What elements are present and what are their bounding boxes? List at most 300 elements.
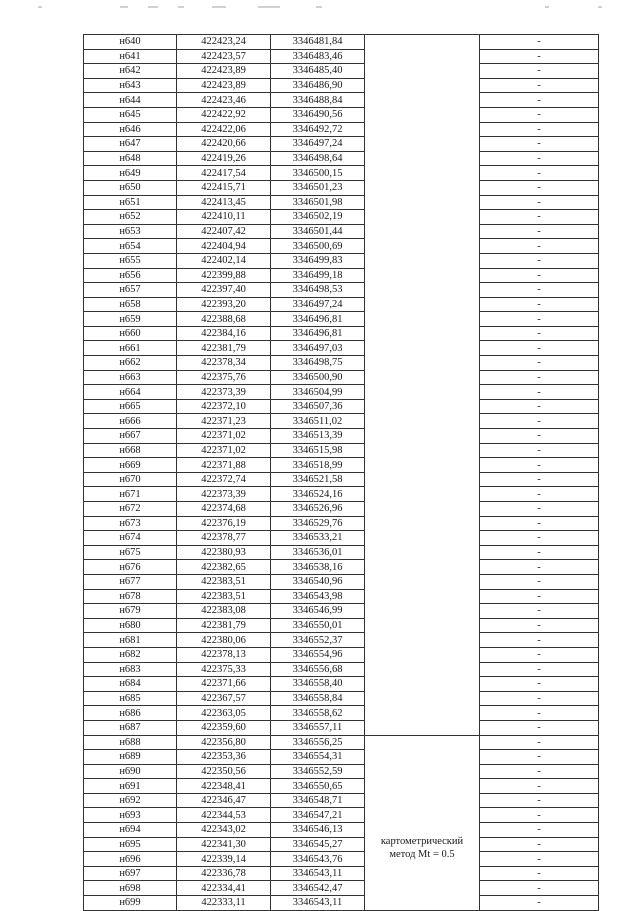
point-id-cell: н683 (84, 662, 177, 677)
y-coordinate-cell: 3346497,03 (271, 341, 365, 356)
x-coordinate-cell: 422353,36 (177, 750, 271, 765)
table-row (84, 852, 599, 867)
x-coordinate-cell: 422371,66 (177, 677, 271, 692)
point-id-cell: н689 (84, 750, 177, 765)
y-coordinate-cell: 3346513,39 (271, 429, 365, 444)
y-coordinate-cell: 3346497,24 (271, 297, 365, 312)
accuracy-value-cell: - (480, 49, 599, 64)
y-coordinate-cell: 3346558,40 (271, 677, 365, 692)
accuracy-value-cell: - (480, 399, 599, 414)
table-row (84, 574, 599, 589)
table-row (84, 180, 599, 195)
accuracy-value-cell: - (480, 881, 599, 896)
y-coordinate-cell: 3346490,56 (271, 107, 365, 122)
y-coordinate-cell: 3346497,24 (271, 137, 365, 152)
point-id-cell: н659 (84, 312, 177, 327)
x-coordinate-cell: 422341,30 (177, 837, 271, 852)
y-coordinate-cell: 3346501,44 (271, 224, 365, 239)
accuracy-value-cell: - (480, 78, 599, 93)
accuracy-value-cell: - (480, 677, 599, 692)
accuracy-value-cell: - (480, 297, 599, 312)
accuracy-value-cell: - (480, 326, 599, 341)
table-row (84, 49, 599, 64)
table-row (84, 356, 599, 371)
accuracy-value-cell: - (480, 166, 599, 181)
x-coordinate-cell: 422422,06 (177, 122, 271, 137)
x-coordinate-cell: 422381,79 (177, 341, 271, 356)
accuracy-value-cell: - (480, 574, 599, 589)
accuracy-value-cell: - (480, 137, 599, 152)
accuracy-value-cell: - (480, 443, 599, 458)
accuracy-value-cell: - (480, 487, 599, 502)
point-id-cell: н667 (84, 429, 177, 444)
table-row (84, 633, 599, 648)
y-coordinate-cell: 3346543,98 (271, 589, 365, 604)
point-id-cell: н693 (84, 808, 177, 823)
table-row (84, 326, 599, 341)
x-coordinate-cell: 422333,11 (177, 896, 271, 911)
y-coordinate-cell: 3346546,99 (271, 604, 365, 619)
x-coordinate-cell: 422415,71 (177, 180, 271, 195)
point-id-cell: н657 (84, 283, 177, 298)
table-row (84, 750, 599, 765)
point-id-cell: н650 (84, 180, 177, 195)
point-id-cell: н695 (84, 837, 177, 852)
accuracy-value-cell: - (480, 472, 599, 487)
x-coordinate-cell: 422410,11 (177, 210, 271, 225)
point-id-cell: н655 (84, 253, 177, 268)
accuracy-value-cell: - (480, 808, 599, 823)
y-coordinate-cell: 3346536,01 (271, 545, 365, 560)
x-coordinate-cell: 422423,89 (177, 64, 271, 79)
x-coordinate-cell: 422378,13 (177, 647, 271, 662)
table-row (84, 399, 599, 414)
scan-artifact (0, 6, 640, 12)
x-coordinate-cell: 422399,88 (177, 268, 271, 283)
table-row (84, 224, 599, 239)
y-coordinate-cell: 3346483,46 (271, 49, 365, 64)
table-row (84, 78, 599, 93)
y-coordinate-cell: 3346507,36 (271, 399, 365, 414)
y-coordinate-cell: 3346498,53 (271, 283, 365, 298)
table-row (84, 502, 599, 517)
table-row (84, 735, 599, 750)
x-coordinate-cell: 422384,16 (177, 326, 271, 341)
point-id-cell: н668 (84, 443, 177, 458)
y-coordinate-cell: 3346498,75 (271, 356, 365, 371)
x-coordinate-cell: 422372,10 (177, 399, 271, 414)
accuracy-value-cell: - (480, 370, 599, 385)
y-coordinate-cell: 3346492,72 (271, 122, 365, 137)
table-row (84, 268, 599, 283)
x-coordinate-cell: 422373,39 (177, 385, 271, 400)
x-coordinate-cell: 422419,26 (177, 151, 271, 166)
accuracy-value-cell: - (480, 604, 599, 619)
y-coordinate-cell: 3346521,58 (271, 472, 365, 487)
accuracy-value-cell: - (480, 633, 599, 648)
point-id-cell: н698 (84, 881, 177, 896)
point-id-cell: н690 (84, 764, 177, 779)
x-coordinate-cell: 422402,14 (177, 253, 271, 268)
point-id-cell: н662 (84, 356, 177, 371)
x-coordinate-cell: 422372,74 (177, 472, 271, 487)
point-id-cell: н653 (84, 224, 177, 239)
table-row (84, 297, 599, 312)
point-id-cell: н645 (84, 107, 177, 122)
accuracy-value-cell: - (480, 793, 599, 808)
y-coordinate-cell: 3346500,69 (271, 239, 365, 254)
point-id-cell: н688 (84, 735, 177, 750)
x-coordinate-cell: 422423,57 (177, 49, 271, 64)
x-coordinate-cell: 422393,20 (177, 297, 271, 312)
y-coordinate-cell: 3346500,90 (271, 370, 365, 385)
accuracy-value-cell: - (480, 356, 599, 371)
point-id-cell: н675 (84, 545, 177, 560)
y-coordinate-cell: 3346501,98 (271, 195, 365, 210)
method-accuracy: метод Mt = 0.5 (389, 848, 455, 860)
point-id-cell: н681 (84, 633, 177, 648)
accuracy-value-cell: - (480, 866, 599, 881)
accuracy-value-cell: - (480, 107, 599, 122)
table-row (84, 458, 599, 473)
table-row (84, 151, 599, 166)
point-id-cell: н647 (84, 137, 177, 152)
x-coordinate-cell: 422378,34 (177, 356, 271, 371)
x-coordinate-cell: 422423,89 (177, 78, 271, 93)
table-row (84, 122, 599, 137)
point-id-cell: н665 (84, 399, 177, 414)
accuracy-value-cell: - (480, 779, 599, 794)
table-row (84, 837, 599, 852)
point-id-cell: н684 (84, 677, 177, 692)
point-id-cell: н676 (84, 560, 177, 575)
table-row (84, 589, 599, 604)
accuracy-value-cell: - (480, 589, 599, 604)
y-coordinate-cell: 3346533,21 (271, 531, 365, 546)
y-coordinate-cell: 3346550,65 (271, 779, 365, 794)
accuracy-value-cell: - (480, 823, 599, 838)
table-row (84, 516, 599, 531)
method-cell (365, 735, 480, 910)
y-coordinate-cell: 3346545,27 (271, 837, 365, 852)
y-coordinate-cell: 3346499,83 (271, 253, 365, 268)
y-coordinate-cell: 3346485,40 (271, 64, 365, 79)
table-row (84, 487, 599, 502)
x-coordinate-cell: 422407,42 (177, 224, 271, 239)
method-cell-empty (365, 35, 480, 736)
x-coordinate-cell: 422380,06 (177, 633, 271, 648)
accuracy-value-cell: - (480, 341, 599, 356)
y-coordinate-cell: 3346557,11 (271, 720, 365, 735)
y-coordinate-cell: 3346552,59 (271, 764, 365, 779)
y-coordinate-cell: 3346499,18 (271, 268, 365, 283)
point-id-cell: н677 (84, 574, 177, 589)
table-row (84, 385, 599, 400)
y-coordinate-cell: 3346501,23 (271, 180, 365, 195)
y-coordinate-cell: 3346524,16 (271, 487, 365, 502)
x-coordinate-cell: 422343,02 (177, 823, 271, 838)
accuracy-value-cell: - (480, 414, 599, 429)
accuracy-value-cell: - (480, 516, 599, 531)
y-coordinate-cell: 3346496,81 (271, 312, 365, 327)
coordinates-table-body (84, 35, 599, 911)
table-row (84, 604, 599, 619)
y-coordinate-cell: 3346556,25 (271, 735, 365, 750)
table-row (84, 531, 599, 546)
point-id-cell: н672 (84, 502, 177, 517)
table-row (84, 779, 599, 794)
accuracy-value-cell: - (480, 662, 599, 677)
accuracy-value-cell: - (480, 312, 599, 327)
accuracy-value-cell: - (480, 239, 599, 254)
x-coordinate-cell: 422371,02 (177, 443, 271, 458)
x-coordinate-cell: 422344,53 (177, 808, 271, 823)
x-coordinate-cell: 422388,68 (177, 312, 271, 327)
table-row (84, 283, 599, 298)
accuracy-value-cell: - (480, 268, 599, 283)
y-coordinate-cell: 3346502,19 (271, 210, 365, 225)
x-coordinate-cell: 422363,05 (177, 706, 271, 721)
x-coordinate-cell: 422380,93 (177, 545, 271, 560)
point-id-cell: н679 (84, 604, 177, 619)
table-row (84, 808, 599, 823)
x-coordinate-cell: 422367,57 (177, 691, 271, 706)
y-coordinate-cell: 3346486,90 (271, 78, 365, 93)
point-id-cell: н652 (84, 210, 177, 225)
y-coordinate-cell: 3346488,84 (271, 93, 365, 108)
accuracy-value-cell: - (480, 385, 599, 400)
table-row (84, 166, 599, 181)
accuracy-value-cell: - (480, 35, 599, 50)
table-row (84, 896, 599, 911)
table-row (84, 823, 599, 838)
point-id-cell: н696 (84, 852, 177, 867)
y-coordinate-cell: 3346550,01 (271, 618, 365, 633)
x-coordinate-cell: 422350,56 (177, 764, 271, 779)
x-coordinate-cell: 422383,51 (177, 589, 271, 604)
point-id-cell: н646 (84, 122, 177, 137)
x-coordinate-cell: 422371,02 (177, 429, 271, 444)
x-coordinate-cell: 422375,33 (177, 662, 271, 677)
accuracy-value-cell: - (480, 122, 599, 137)
accuracy-value-cell: - (480, 852, 599, 867)
y-coordinate-cell: 3346546,13 (271, 823, 365, 838)
table-row (84, 793, 599, 808)
table-row (84, 691, 599, 706)
table-row (84, 312, 599, 327)
y-coordinate-cell: 3346529,76 (271, 516, 365, 531)
x-coordinate-cell: 422346,47 (177, 793, 271, 808)
y-coordinate-cell: 3346554,96 (271, 647, 365, 662)
point-id-cell: н687 (84, 720, 177, 735)
y-coordinate-cell: 3346526,96 (271, 502, 365, 517)
point-id-cell: н674 (84, 531, 177, 546)
point-id-cell: н649 (84, 166, 177, 181)
x-coordinate-cell: 422381,79 (177, 618, 271, 633)
x-coordinate-cell: 422413,45 (177, 195, 271, 210)
y-coordinate-cell: 3346552,37 (271, 633, 365, 648)
point-id-cell: н654 (84, 239, 177, 254)
point-id-cell: н673 (84, 516, 177, 531)
point-id-cell: н666 (84, 414, 177, 429)
y-coordinate-cell: 3346554,31 (271, 750, 365, 765)
table-row (84, 210, 599, 225)
table-row (84, 647, 599, 662)
y-coordinate-cell: 3346518,99 (271, 458, 365, 473)
x-coordinate-cell: 422422,92 (177, 107, 271, 122)
x-coordinate-cell: 422356,80 (177, 735, 271, 750)
table-row (84, 764, 599, 779)
accuracy-value-cell: - (480, 458, 599, 473)
y-coordinate-cell: 3346515,98 (271, 443, 365, 458)
y-coordinate-cell: 3346558,62 (271, 706, 365, 721)
accuracy-value-cell: - (480, 502, 599, 517)
table-row (84, 677, 599, 692)
x-coordinate-cell: 422375,76 (177, 370, 271, 385)
point-id-cell: н658 (84, 297, 177, 312)
y-coordinate-cell: 3346540,96 (271, 574, 365, 589)
point-id-cell: н640 (84, 35, 177, 50)
point-id-cell: н648 (84, 151, 177, 166)
accuracy-value-cell: - (480, 896, 599, 911)
accuracy-value-cell: - (480, 93, 599, 108)
y-coordinate-cell: 3346498,64 (271, 151, 365, 166)
method-label: картометрический (380, 835, 464, 847)
x-coordinate-cell: 422417,54 (177, 166, 271, 181)
point-id-cell: н694 (84, 823, 177, 838)
x-coordinate-cell: 422336,78 (177, 866, 271, 881)
accuracy-value-cell: - (480, 560, 599, 575)
table-row (84, 662, 599, 677)
y-coordinate-cell: 3346481,84 (271, 35, 365, 50)
table-row (84, 545, 599, 560)
accuracy-value-cell: - (480, 429, 599, 444)
y-coordinate-cell: 3346543,11 (271, 866, 365, 881)
table-row (84, 239, 599, 254)
x-coordinate-cell: 422383,08 (177, 604, 271, 619)
table-row (84, 370, 599, 385)
table-row (84, 195, 599, 210)
x-coordinate-cell: 422373,39 (177, 487, 271, 502)
x-coordinate-cell: 422383,51 (177, 574, 271, 589)
x-coordinate-cell: 422376,19 (177, 516, 271, 531)
point-id-cell: н669 (84, 458, 177, 473)
accuracy-value-cell: - (480, 253, 599, 268)
y-coordinate-cell: 3346504,99 (271, 385, 365, 400)
y-coordinate-cell: 3346558,84 (271, 691, 365, 706)
accuracy-value-cell: - (480, 764, 599, 779)
point-id-cell: н663 (84, 370, 177, 385)
point-id-cell: н643 (84, 78, 177, 93)
point-id-cell: н697 (84, 866, 177, 881)
accuracy-value-cell: - (480, 224, 599, 239)
table-row (84, 560, 599, 575)
x-coordinate-cell: 422334,41 (177, 881, 271, 896)
point-id-cell: н670 (84, 472, 177, 487)
table-row (84, 414, 599, 429)
x-coordinate-cell: 422371,88 (177, 458, 271, 473)
point-id-cell: н692 (84, 793, 177, 808)
accuracy-value-cell: - (480, 837, 599, 852)
x-coordinate-cell: 422397,40 (177, 283, 271, 298)
accuracy-value-cell: - (480, 720, 599, 735)
y-coordinate-cell: 3346500,15 (271, 166, 365, 181)
accuracy-value-cell: - (480, 545, 599, 560)
x-coordinate-cell: 422420,66 (177, 137, 271, 152)
table-row (84, 472, 599, 487)
x-coordinate-cell: 422371,23 (177, 414, 271, 429)
accuracy-value-cell: - (480, 531, 599, 546)
accuracy-value-cell: - (480, 180, 599, 195)
accuracy-value-cell: - (480, 64, 599, 79)
y-coordinate-cell: 3346548,71 (271, 793, 365, 808)
accuracy-value-cell: - (480, 618, 599, 633)
y-coordinate-cell: 3346547,21 (271, 808, 365, 823)
table-row (84, 866, 599, 881)
accuracy-value-cell: - (480, 151, 599, 166)
point-id-cell: н686 (84, 706, 177, 721)
accuracy-value-cell: - (480, 647, 599, 662)
y-coordinate-cell: 3346556,68 (271, 662, 365, 677)
accuracy-value-cell: - (480, 283, 599, 298)
x-coordinate-cell: 422382,65 (177, 560, 271, 575)
x-coordinate-cell: 422378,77 (177, 531, 271, 546)
x-coordinate-cell: 422423,24 (177, 35, 271, 50)
accuracy-value-cell: - (480, 210, 599, 225)
point-id-cell: н651 (84, 195, 177, 210)
point-id-cell: н699 (84, 896, 177, 911)
point-id-cell: н641 (84, 49, 177, 64)
point-id-cell: н685 (84, 691, 177, 706)
table-row (84, 429, 599, 444)
accuracy-value-cell: - (480, 691, 599, 706)
x-coordinate-cell: 422374,68 (177, 502, 271, 517)
table-row (84, 881, 599, 896)
table-row (84, 93, 599, 108)
y-coordinate-cell: 3346538,16 (271, 560, 365, 575)
table-row (84, 253, 599, 268)
point-id-cell: н671 (84, 487, 177, 502)
table-row (84, 618, 599, 633)
table-row (84, 107, 599, 122)
table-row (84, 35, 599, 50)
accuracy-value-cell: - (480, 195, 599, 210)
accuracy-value-cell: - (480, 706, 599, 721)
point-id-cell: н642 (84, 64, 177, 79)
y-coordinate-cell: 3346511,02 (271, 414, 365, 429)
point-id-cell: н660 (84, 326, 177, 341)
coordinates-table (83, 34, 599, 911)
point-id-cell: н691 (84, 779, 177, 794)
point-id-cell: н680 (84, 618, 177, 633)
table-row (84, 341, 599, 356)
point-id-cell: н678 (84, 589, 177, 604)
accuracy-value-cell: - (480, 735, 599, 750)
x-coordinate-cell: 422348,41 (177, 779, 271, 794)
point-id-cell: н664 (84, 385, 177, 400)
x-coordinate-cell: 422339,14 (177, 852, 271, 867)
x-coordinate-cell: 422423,46 (177, 93, 271, 108)
point-id-cell: н661 (84, 341, 177, 356)
accuracy-value-cell: - (480, 750, 599, 765)
table-row (84, 720, 599, 735)
x-coordinate-cell: 422404,94 (177, 239, 271, 254)
point-id-cell: н682 (84, 647, 177, 662)
table-row (84, 443, 599, 458)
point-id-cell: н656 (84, 268, 177, 283)
y-coordinate-cell: 3346542,47 (271, 881, 365, 896)
table-row (84, 137, 599, 152)
